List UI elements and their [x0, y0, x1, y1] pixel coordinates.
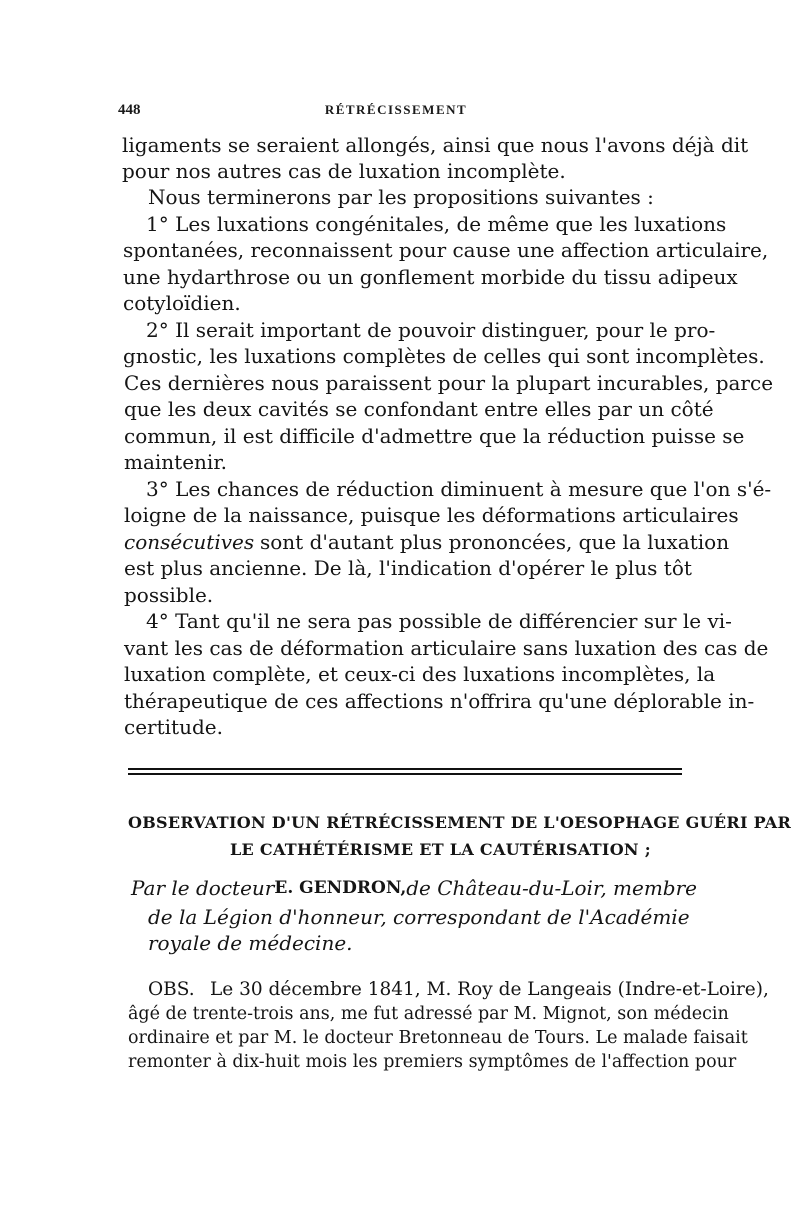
running-header	[118, 99, 674, 121]
observation-heading-line1: OBSERVATION D'UN RÉTRÉCISSEMENT DE L'OESOPHAGE GUÉRI PAR	[128, 813, 792, 832]
text-line-rest: sont d'autant plus prononcées, que la luxation	[260, 530, 730, 554]
obs-text: Le 30 décembre 1841, M. Roy de Langeais (Indre-et-Loire),	[210, 979, 769, 1000]
text-line: luxation complète, et ceux-ci des luxations incomplètes, la	[124, 662, 716, 686]
text-line: 3° Les chances de réduction diminuent à mesure que l'on s'é-	[146, 477, 772, 501]
obs-line1	[148, 978, 769, 1004]
text-line: vant les cas de déformation articulaire sans luxation des cas de	[124, 636, 769, 660]
author-prefix: Par le docteur	[131, 876, 275, 900]
text-line: Ces dernières nous paraissent pour la plupart incurables, parce	[124, 371, 774, 395]
author-line2: de la Légion d'honneur, correspondant de l'Académie	[148, 905, 690, 929]
text-line: 4° Tant qu'il ne sera pas possible de différencier sur le vi-	[146, 609, 732, 633]
text-line: Nous terminerons par les propositions suivantes :	[148, 185, 654, 209]
page-number: 448	[118, 102, 141, 118]
text-line: une hydarthrose ou un gonflement morbide du tissu adipeux	[123, 265, 738, 289]
obs-line3: ordinaire et par M. le docteur Bretonneau de Tours. Le malade faisait	[128, 1028, 748, 1048]
author-initial: E.	[274, 878, 294, 898]
author-line3: royale de médecine.	[148, 931, 353, 955]
text-line: pour nos autres cas de luxation incomplète.	[122, 159, 566, 183]
author-surname: GENDRON,	[299, 878, 407, 898]
text-line	[124, 530, 730, 556]
text-line: loigne de la naissance, puisque les déformations articulaires	[124, 503, 739, 527]
text-line: thérapeutique de ces affections n'offrira qu'une déplorable in-	[124, 689, 755, 713]
author-name	[274, 876, 406, 902]
text-line: 1° Les luxations congénitales, de même que les luxations	[146, 212, 727, 236]
double-rule-bottom	[128, 773, 682, 775]
text-line: ligaments se seraient allongés, ainsi que nous l'avons déjà dit	[122, 133, 749, 157]
double-rule-top	[128, 768, 682, 770]
running-title: RÉTRÉCISSEMENT	[324, 102, 468, 117]
obs-line2: âgé de trente-trois ans, me fut adressé par M. Mignot, son médecin	[128, 1004, 729, 1024]
author-place: de Château-du-Loir, membre	[406, 876, 697, 900]
text-line: maintenir.	[124, 450, 228, 474]
text-line: gnostic, les luxations complètes de celles qui sont incomplètes.	[123, 344, 765, 368]
obs-abbr: OBS.	[148, 979, 195, 1000]
text-line: possible.	[124, 583, 214, 607]
italic-word: consécutives	[124, 530, 255, 554]
author-line1	[131, 876, 697, 902]
text-line: 2° Il serait important de pouvoir distinguer, pour le pro-	[146, 318, 716, 342]
text-line: cotyloïdien.	[123, 291, 241, 315]
text-line: que les deux cavités se confondant entre elles par un côté	[124, 397, 714, 421]
text-line: spontanées, reconnaissent pour cause une affection articulaire,	[123, 238, 769, 262]
obs-line4: remonter à dix-huit mois les premiers symptômes de l'affection pour	[128, 1052, 737, 1072]
text-line: certitude.	[124, 715, 223, 739]
text-line: est plus ancienne. De là, l'indication d'opérer le plus tôt	[124, 556, 692, 580]
observation-heading-line2: LE CATHÉTÉRISME ET LA CAUTÉRISATION ;	[230, 840, 651, 859]
text-line: commun, il est difficile d'admettre que la réduction puisse se	[124, 424, 745, 448]
